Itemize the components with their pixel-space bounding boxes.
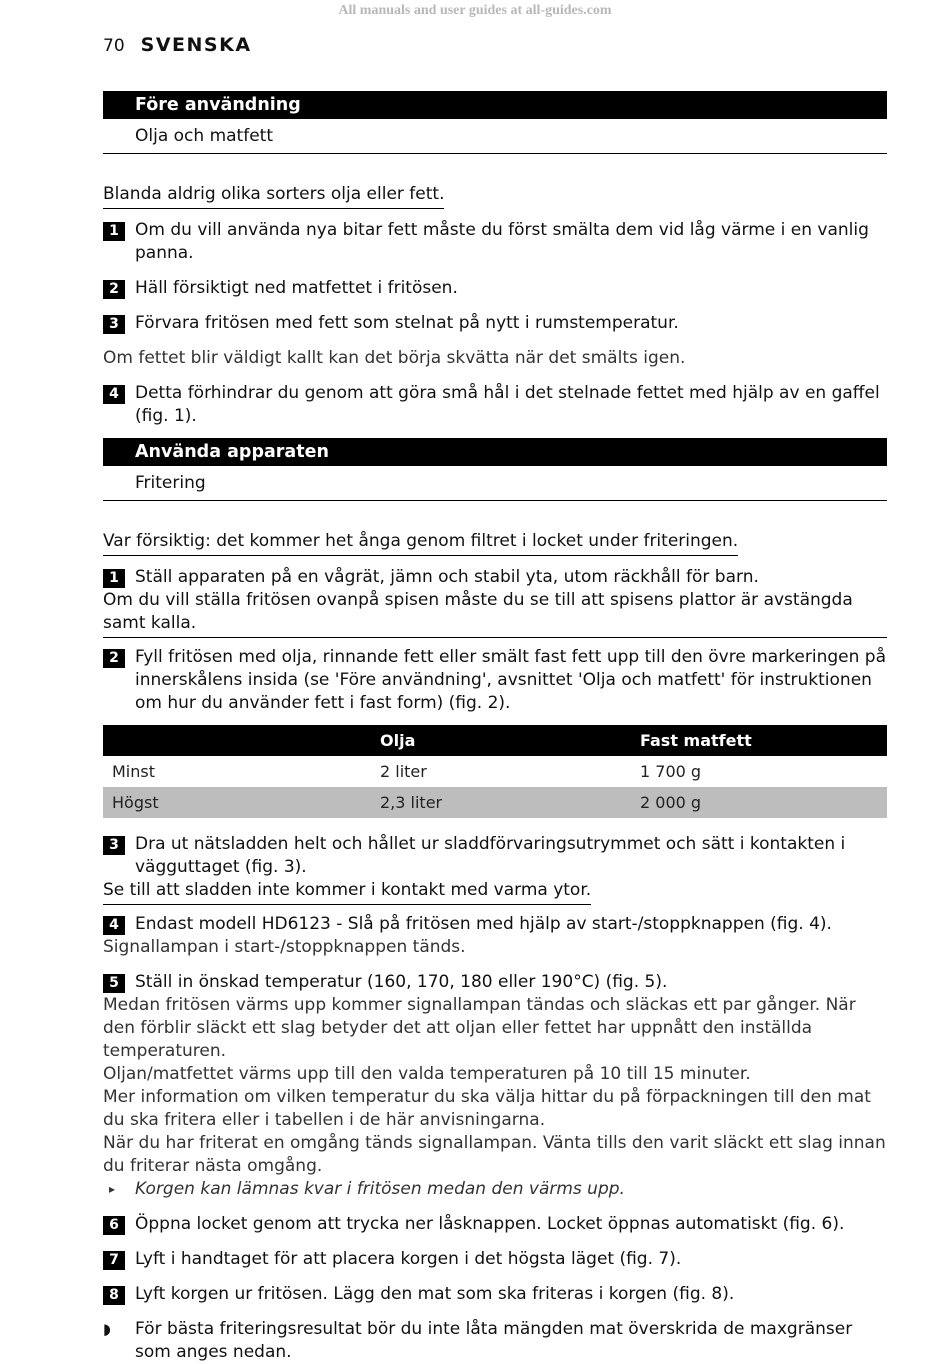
- step-number: 1: [103, 222, 125, 241]
- quantity-table: [103, 725, 887, 818]
- tip-bullet-icon: ▸: [109, 1182, 116, 1196]
- step-7: [103, 1248, 887, 1271]
- section-subtitle-olja-och-matfett: Olja och matfett: [103, 119, 887, 154]
- step-number: 2: [103, 649, 125, 668]
- page-header: [103, 34, 252, 56]
- step-text: Häll försiktigt ned matfettet i fritösen.: [135, 278, 458, 298]
- step-1: [103, 219, 887, 265]
- table-cell: 2,3 liter: [380, 787, 640, 818]
- step-3: [103, 833, 887, 879]
- table-cell: 1 700 g: [640, 762, 702, 781]
- warning-line: [103, 183, 887, 209]
- note-text: Medan fritösen värms upp kommer signallampan tändas och släckas ett par gånger. När den förblir släckt ett slag betyder det att oljan eller fettet har uppnått den inställda temperaturen.: [103, 995, 856, 1061]
- page-number: 70: [103, 36, 125, 56]
- table-cell: Minst: [112, 762, 155, 781]
- page-content: [103, 91, 887, 1364]
- table-row: [103, 756, 887, 787]
- step-number: 6: [103, 1216, 125, 1235]
- section-subtitle-fritering: Fritering: [103, 466, 887, 501]
- tip: [103, 1178, 887, 1201]
- step-number: 3: [103, 315, 125, 334]
- page-language: SVENSKA: [140, 34, 252, 56]
- table-cell: Högst: [103, 787, 380, 818]
- note-text: Om fettet blir väldigt kallt kan det börja skvätta när det smälts igen.: [103, 348, 686, 368]
- step-text: Om du vill använda nya bitar fett måste du först smälta dem vid låg värme i en vanlig panna.: [135, 220, 869, 263]
- note-text: Signallampan i start-/stoppknappen tänds.: [103, 937, 466, 957]
- step-number: 8: [103, 1286, 125, 1305]
- step-3: [103, 312, 887, 335]
- note-text: När du har friterat en omgång tänds signallampan. Vänta tills den varit släckt ett slag innan du friterar nästa omgång.: [103, 1133, 886, 1176]
- bullet-text: För bästa friteringsresultat bör du inte låta mängden mat överskrida de maxgränser som anges nedan.: [135, 1319, 853, 1362]
- step-number: 5: [103, 974, 125, 993]
- final-bullet-item: [103, 1318, 887, 1364]
- step-1: [103, 566, 887, 589]
- section-title-anvanda-apparaten: Använda apparaten: [103, 438, 887, 466]
- table-header-cell: [103, 725, 380, 756]
- step-5: [103, 971, 887, 994]
- step-2: [103, 277, 887, 300]
- warning-line: [103, 530, 887, 556]
- warning-text: Se till att sladden inte kommer i kontakt med varma ytor.: [103, 879, 591, 905]
- step-number: 4: [103, 916, 125, 935]
- step-text: Öppna locket genom att trycka ner låsknappen. Locket öppnas automatiskt (fig. 6).: [135, 1214, 845, 1234]
- step-4: [103, 382, 887, 428]
- step-text: Lyft i handtaget för att placera korgen i det högsta läget (fig. 7).: [135, 1249, 682, 1269]
- step-text: Dra ut nätsladden helt och hållet ur sladdförvaringsutrymmet och sätt i kontakten i vägguttaget (fig. 3).: [135, 834, 846, 877]
- table-header-cell: Fast matfett: [640, 725, 887, 756]
- table-header-row: [103, 725, 887, 756]
- step-number: 2: [103, 280, 125, 299]
- warning-line: [103, 879, 887, 905]
- watermark: All manuals and user guides at all-guides.com: [338, 3, 612, 18]
- section-title-fore-anvandning: Före användning: [103, 91, 887, 119]
- step-text: Endast modell HD6123 - Slå på fritösen med hjälp av start-/stoppknappen (fig. 4).: [135, 914, 832, 934]
- note-text: Oljan/matfettet värms upp till den valda temperaturen på 10 till 15 minuter.: [103, 1064, 751, 1084]
- step-4: [103, 913, 887, 936]
- warning-text: Om du vill ställa fritösen ovanpå spisen måste du se till att spisens plattor är avstängda samt kalla.: [103, 589, 887, 638]
- note-text: Mer information om vilken temperatur du ska välja hittar du på förpackningen till den mat du ska fritera eller i tabellen i de här anvisningarna.: [103, 1087, 871, 1130]
- step-text: Fyll fritösen med olja, rinnande fett eller smält fast fett upp till den övre markeringen på innerskålens insida (se 'Före användning', avsnittet 'Olja och matfett' för instruktionen om hur du använder fett i fast form) (fig. 2).: [135, 647, 887, 713]
- step-number: 4: [103, 385, 125, 404]
- table-cell: 2 000 g: [640, 787, 887, 818]
- warning-text: Var försiktig: det kommer het ånga genom filtret i locket under friteringen.: [103, 530, 738, 556]
- table-cell: 2 liter: [380, 762, 427, 781]
- step-text: Detta förhindrar du genom att göra små hål i det stelnade fettet med hjälp av en gaffel (fig. 1).: [135, 383, 880, 426]
- step-text: Ställ in önskad temperatur (160, 170, 180 eller 190°C) (fig. 5).: [135, 972, 668, 992]
- step-text: Förvara fritösen med fett som stelnat på nytt i rumstemperatur.: [135, 313, 679, 333]
- bullet-icon: ◗: [103, 1320, 111, 1338]
- step-8: [103, 1283, 887, 1306]
- step-number: 3: [103, 836, 125, 855]
- warning-line: [103, 589, 887, 638]
- warning-text: Blanda aldrig olika sorters olja eller fett.: [103, 183, 444, 209]
- step-number: 7: [103, 1251, 125, 1270]
- step-6: [103, 1213, 887, 1236]
- table-row: [103, 787, 887, 818]
- step-2: [103, 646, 887, 715]
- table-header-cell: Olja: [380, 725, 640, 756]
- step-text: Ställ apparaten på en vågrät, jämn och stabil yta, utom räckhåll för barn.: [135, 567, 759, 587]
- step-number: 1: [103, 569, 125, 588]
- step-text: Lyft korgen ur fritösen. Lägg den mat som ska friteras i korgen (fig. 8).: [135, 1284, 735, 1304]
- tip-text: Korgen kan lämnas kvar i fritösen medan den värms upp.: [135, 1179, 625, 1199]
